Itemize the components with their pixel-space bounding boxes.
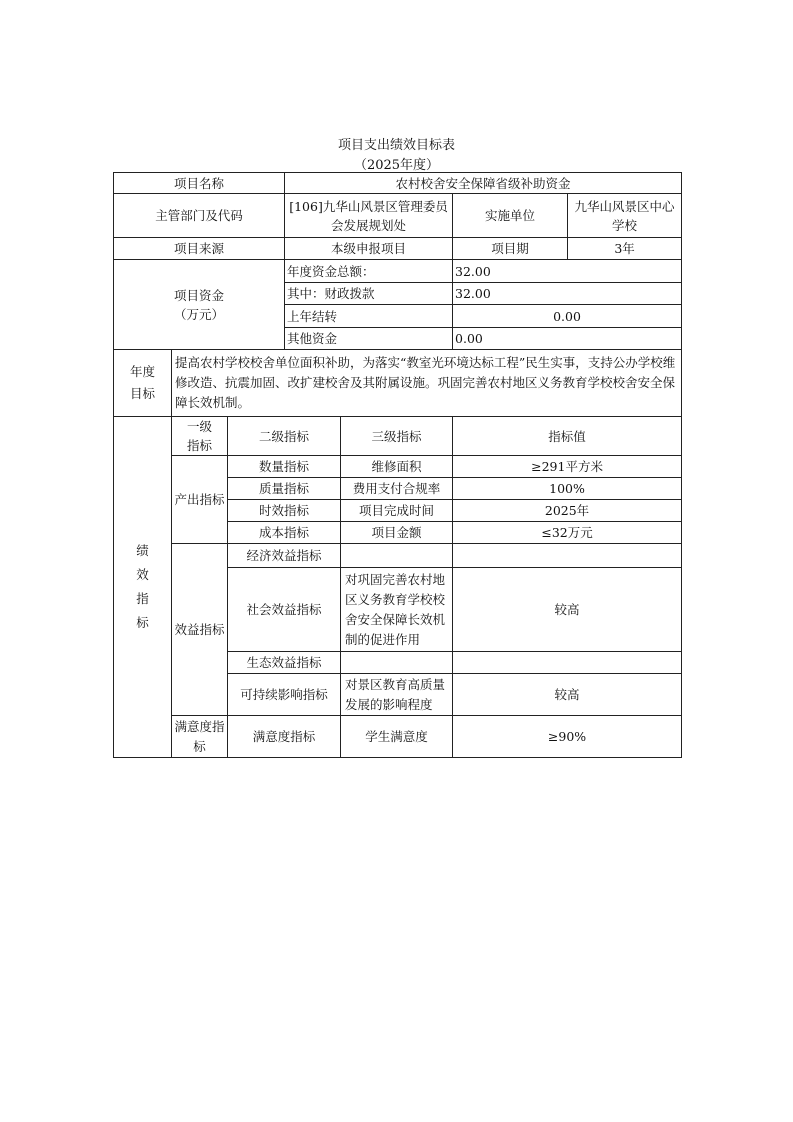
output-value: ≤32万元 xyxy=(453,522,682,544)
benefit-l2: 生态效益指标 xyxy=(228,652,341,674)
funds-carryover-label: 上年结转 xyxy=(285,305,453,328)
funds-total-label: 年度资金总额： xyxy=(285,260,453,283)
output-value: 2025年 xyxy=(453,500,682,522)
output-value: 100% xyxy=(453,478,682,500)
performance-table xyxy=(113,172,682,758)
row-funds-total xyxy=(114,260,682,283)
document-title: 项目支出绩效目标表 xyxy=(337,138,455,153)
funds-unit: （万元） xyxy=(174,306,225,322)
row-benefit-economic xyxy=(114,544,682,568)
funds-fiscal-label: 其中：财政拨款 xyxy=(285,283,453,305)
header-value: 指标值 xyxy=(453,417,682,456)
department-value: [106]九华山风景区管理委员会发展规划处 xyxy=(285,194,453,238)
benefit-l3: 对巩固完善农村地区义务教育学校校舍安全保障长效机制的促进作用 xyxy=(341,568,453,652)
output-l2: 数量指标 xyxy=(228,456,341,478)
row-output-quantity xyxy=(114,456,682,478)
output-l2: 时效指标 xyxy=(228,500,341,522)
satisfaction-label: 满意度指标 xyxy=(172,716,228,758)
annual-goal-text: 提高农村学校校舍单位面积补助，为落实“教室光环境达标工程”民生实事，支持公办学校维修改造、抗震加固、改扩建校舍及其附属设施。巩固完善农村地区义务教育学校校舍安全保障长效机制。 xyxy=(172,350,682,417)
funds-other-value: 0.00 xyxy=(453,328,682,350)
period-label: 项目期 xyxy=(453,238,568,260)
annual-goal-label: 年度目标 xyxy=(114,350,172,417)
document-year: （2025年度） xyxy=(353,158,440,173)
benefit-l2: 社会效益指标 xyxy=(228,568,341,652)
source-value: 本级申报项目 xyxy=(285,238,453,260)
output-label: 产出指标 xyxy=(172,456,228,544)
funds-carryover-value: 0.00 xyxy=(453,305,682,328)
output-l2: 成本指标 xyxy=(228,522,341,544)
row-project-name xyxy=(114,173,682,194)
source-label: 项目来源 xyxy=(114,238,285,260)
benefit-value: 较高 xyxy=(453,674,682,716)
output-l3: 费用支付合规率 xyxy=(341,478,453,500)
benefit-label: 效益指标 xyxy=(172,544,228,716)
satisfaction-l3: 学生满意度 xyxy=(341,716,453,758)
project-name-value: 农村校舍安全保障省级补助资金 xyxy=(285,173,682,194)
benefit-value xyxy=(453,652,682,674)
department-label: 主管部门及代码 xyxy=(114,194,285,238)
output-l3: 维修面积 xyxy=(341,456,453,478)
funds-other-label: 其他资金 xyxy=(285,328,453,350)
row-source xyxy=(114,238,682,260)
funds-fiscal-value: 32.00 xyxy=(453,283,682,305)
indicators-section-label: 绩效指标 xyxy=(114,417,172,758)
implementer-label: 实施单位 xyxy=(453,194,568,238)
funds-label: 项目资金 xyxy=(174,287,225,303)
output-value: ≥291平方米 xyxy=(453,456,682,478)
benefit-value: 较高 xyxy=(453,568,682,652)
project-name-label: 项目名称 xyxy=(114,173,285,194)
benefit-l2: 可持续影响指标 xyxy=(228,674,341,716)
benefit-l3 xyxy=(341,544,453,568)
benefit-l2: 经济效益指标 xyxy=(228,544,341,568)
row-satisfaction xyxy=(114,716,682,758)
header-level2: 二级指标 xyxy=(228,417,341,456)
row-indicator-header xyxy=(114,417,682,456)
funds-label-cell xyxy=(114,260,285,350)
satisfaction-l2: 满意度指标 xyxy=(228,716,341,758)
benefit-l3: 对景区教育高质量发展的影响程度 xyxy=(341,674,453,716)
header-level1: 一级指标 xyxy=(172,417,228,456)
row-annual-goal xyxy=(114,350,682,417)
output-l3: 项目完成时间 xyxy=(341,500,453,522)
header-level3: 三级指标 xyxy=(341,417,453,456)
funds-total-value: 32.00 xyxy=(453,260,682,283)
row-department xyxy=(114,194,682,238)
benefit-value xyxy=(453,544,682,568)
output-l3: 项目金额 xyxy=(341,522,453,544)
period-value: 3年 xyxy=(568,238,682,260)
output-l2: 质量指标 xyxy=(228,478,341,500)
satisfaction-value: ≥90% xyxy=(453,716,682,758)
benefit-l3 xyxy=(341,652,453,674)
implementer-value: 九华山风景区中心学校 xyxy=(568,194,682,238)
